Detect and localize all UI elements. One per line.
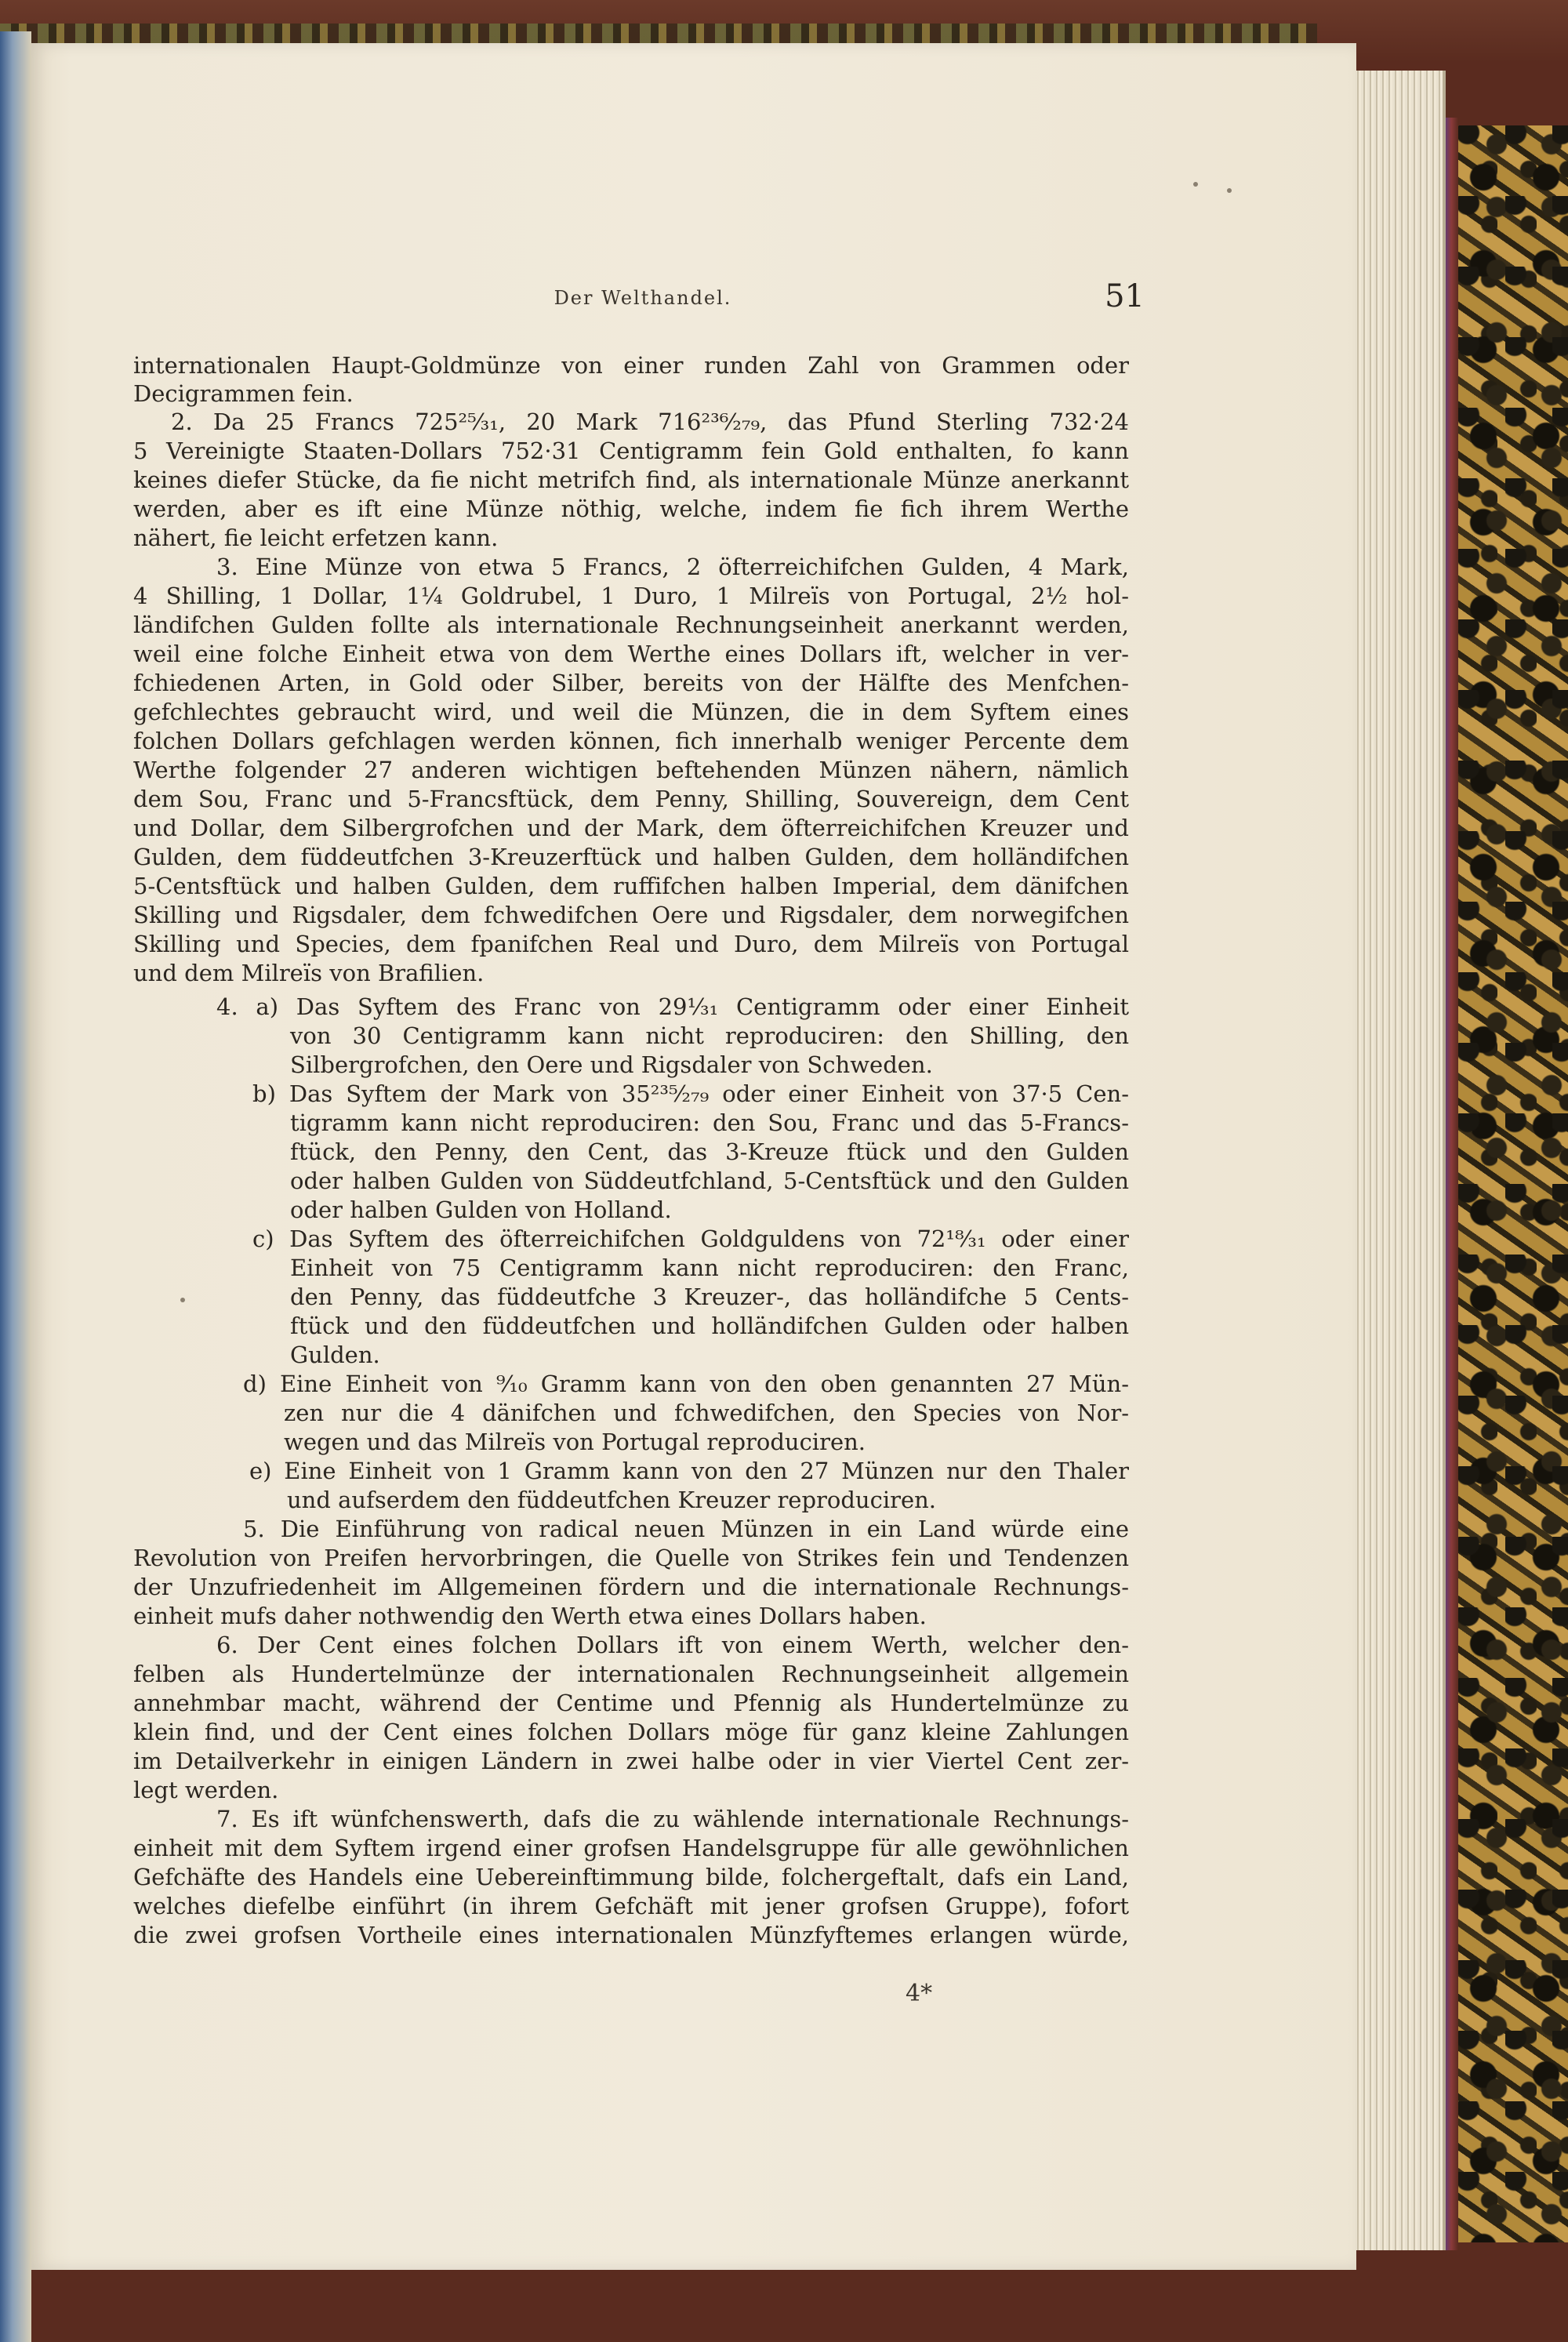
text-line: von 30 Centigramm kann nicht reproduciren: den Shilling, den [290,1022,1129,1049]
text-line: Revolution von Preifen hervorbringen, die Quelle von Strikes fein und Tendenzen [133,1545,1129,1571]
text-line: wegen und das Milreïs von Portugal reproduciren. [284,1429,866,1455]
text-line: 6. Der Cent eines folchen Dollars ift von einem Werth, welcher den- [216,1632,1129,1658]
text-line: klein find, und der Cent eines folchen Dollars möge für ganz kleine Zahlungen [133,1719,1129,1745]
text-line: annehmbar macht, während der Centime und Pfennig als Hundertelmünze zu [133,1690,1129,1716]
text-line: Skilling und Rigsdaler, dem fchwedifchen Oere und Rigsdaler, dem norwegifchen [133,902,1129,928]
text-line: werden, aber es ift eine Münze nöthig, welche, indem fie fich ihrem Werthe [133,496,1129,522]
page-number: 51 [1105,278,1145,314]
text-line: oder halben Gulden von Holland. [290,1196,672,1223]
text-line: 4 Shilling, 1 Dollar, 1¼ Goldrubel, 1 Duro, 1 Milreïs von Portugal, 2½ hol- [133,583,1129,609]
text-line: Werthe folgender 27 anderen wichtigen beftehenden Münzen nähern, nämlich [133,757,1129,783]
running-head: Der Welthandel. [554,287,732,309]
text-line: der Unzufriedenheit im Allgemeinen fördern und die internationale Rechnungs- [133,1574,1129,1600]
text-line: internationalen Haupt-Goldmünze von einer runden Zahl von Grammen oder [133,352,1129,379]
text-line: felben als Hundertelmünze der internationalen Rechnungseinheit allgemein [133,1661,1129,1687]
text-line: welches diefelbe einführt (in ihrem Gefchäft mit jener grofsen Gruppe), fofort [133,1893,1129,1919]
text-line: Gulden. [290,1342,380,1368]
text-line: und dem Milreïs von Brafilien. [133,960,485,986]
text-line: den Penny, das füddeutfche 3 Kreuzer-, das holländifche 5 Cents- [290,1284,1129,1310]
text-line: Decigrammen fein. [133,380,354,407]
text-line: Skilling und Species, dem fpanifchen Real und Duro, dem Milreïs von Portugal [133,931,1129,957]
text-line: d) Eine Einheit von ⁹⁄₁₀ Gramm kann von den oben genannten 27 Mün- [243,1371,1129,1397]
text-line: die zwei grofsen Vortheile eines internationalen Münzfyftemes erlangen würde, [133,1922,1129,1948]
text-line: legt werden. [133,1777,279,1803]
text-line: 5 Vereinigte Staaten-Dollars 752·31 Centigramm fein Gold enthalten, fo kann [133,438,1129,464]
text-line: b) Das Syftem der Mark von 35²³⁵⁄₂₇₉ oder einer Einheit von 37·5 Cen- [252,1080,1129,1107]
text-line: Gefchäfte des Handels eine Uebereinftimmung bilde, folchergeftalt, dafs ein Land, [133,1864,1129,1890]
text-line: 2. Da 25 Francs 725²⁵⁄₃₁, 20 Mark 716²³⁶⁄₂₇₉, das Pfund Sterling 732·24 [171,408,1129,435]
text-line: und aufserdem den füddeutfchen Kreuzer reproduciren. [287,1487,937,1513]
text-line: einheit mit dem Syftem irgend einer grofsen Handelsgruppe für alle gewöhnlichen [133,1835,1129,1861]
text-line: nähert, fie leicht erfetzen kann. [133,525,499,551]
text-line: 5-Centsftück und halben Gulden, dem ruffifchen halben Imperial, dem dänifchen [133,873,1129,899]
paper-speck [1193,182,1198,187]
text-line: Silbergrofchen, den Oere und Rigsdaler von Schweden. [290,1051,933,1078]
text-line: ländifchen Gulden follte als internationale Rechnungseinheit anerkannt werden, [133,612,1129,638]
text-line: 3. Eine Münze von etwa 5 Francs, 2 öfterreichifchen Gulden, 4 Mark, [216,554,1129,580]
text-line: zen nur die 4 dänifchen und fchwedifchen, den Species von Nor- [284,1400,1129,1426]
text-line: c) Das Syftem des öfterreichifchen Goldguldens von 72¹⁸⁄₃₁ oder einer [252,1225,1129,1252]
text-line: ftück, den Penny, den Cent, das 3-Kreuze ftück und den Gulden [290,1138,1129,1165]
text-line: 7. Es ift wünfchenswerth, dafs die zu wählende internationale Rechnungs- [216,1806,1129,1832]
paper-speck [180,1298,185,1302]
paper-speck [1227,188,1232,193]
signature-mark: 4* [906,1980,933,2007]
text-line: ftück und den füddeutfchen und holländifchen Gulden oder halben [290,1313,1129,1339]
text-line: dem Sou, Franc und 5-Francsftück, dem Penny, Shilling, Souvereign, dem Cent [133,786,1129,812]
text-line: 5. Die Einführung von radical neuen Münzen in ein Land würde eine [243,1516,1129,1542]
text-line: und Dollar, dem Silbergrofchen und der Mark, dem öfterreichifchen Kreuzer und [133,815,1129,841]
text-line: folchen Dollars gefchlagen werden können, fich innerhalb weniger Percente dem [133,728,1129,754]
text-line: oder halben Gulden von Süddeutfchland, 5-Centsftück und den Gulden [290,1167,1129,1194]
text-line: Einheit von 75 Centigramm kann nicht reproduciren: den Franc, [290,1255,1129,1281]
text-line: e) Eine Einheit von 1 Gramm kann von den 27 Münzen nur den Thaler [249,1458,1129,1484]
text-line: im Detailverkehr in einigen Ländern in zwei halbe oder in vier Viertel Cent zer- [133,1748,1129,1774]
text-line: 4. a) Das Syftem des Franc von 29⅟₃₁ Centigramm oder einer Einheit [216,993,1129,1020]
text-line: einheit mufs daher nothwendig den Werth etwa eines Dollars haben. [133,1603,927,1629]
text-line: weil eine folche Einheit etwa von dem Werthe eines Dollars ift, welcher in ver- [133,641,1129,667]
text-line: keines diefer Stücke, da fie nicht metrifch find, als internationale Münze anerkannt [133,467,1129,493]
text-line: tigramm kann nicht reproduciren: den Sou, Franc und das 5-Francs- [290,1109,1129,1136]
text-line: Gulden, dem füddeutfchen 3-Kreuzerftück und halben Gulden, dem holländifchen [133,844,1129,870]
text-line: gefchlechtes gebraucht wird, und weil die Münzen, die in dem Syftem eines [133,699,1129,725]
text-line: fchiedenen Arten, in Gold oder Silber, bereits von der Hälfte des Menfchen- [133,670,1129,696]
